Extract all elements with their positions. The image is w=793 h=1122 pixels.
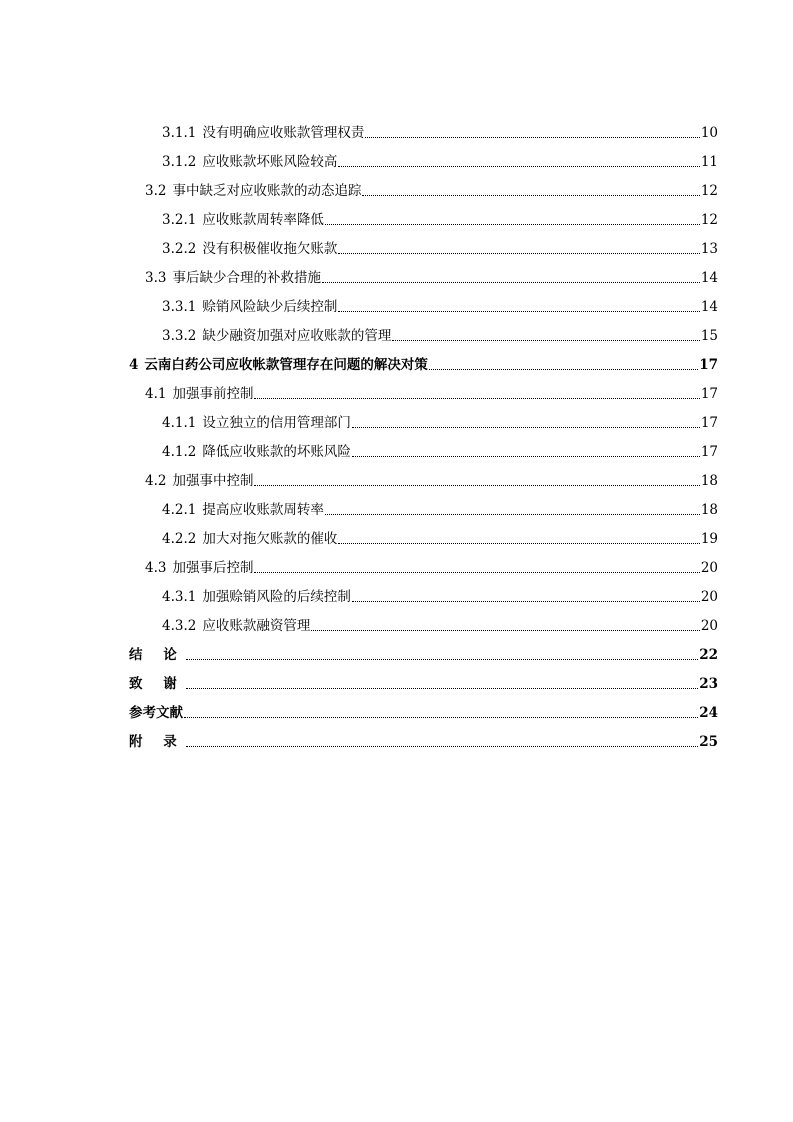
dot-leader xyxy=(392,340,699,341)
toc-entry-number: 3.3.2 xyxy=(162,328,197,344)
toc-entry-title: 提高应收账款周转率 xyxy=(202,502,324,518)
toc-entry-title: 加强赊销风险的后续控制 xyxy=(202,589,351,605)
toc-entry-page: 17 xyxy=(700,444,718,460)
toc-entry-page: 10 xyxy=(700,125,718,141)
toc-entry-page: 14 xyxy=(700,270,718,286)
toc-entry-number: 3.2 xyxy=(145,183,167,199)
toc-entry-page: 17 xyxy=(700,415,718,431)
dot-leader xyxy=(254,485,699,486)
toc-entry-page: 18 xyxy=(700,502,718,518)
toc-acknowledgements-entry[interactable] xyxy=(129,669,718,693)
toc-entry-number: 3.2.1 xyxy=(162,212,197,228)
dot-leader xyxy=(352,601,700,602)
toc-entry-number: 4.3.2 xyxy=(162,618,197,634)
toc-entry-page: 20 xyxy=(700,618,718,634)
toc-entry-title: 结 论 xyxy=(129,647,185,663)
toc-entry[interactable] xyxy=(145,263,718,287)
dot-leader xyxy=(186,688,699,689)
toc-entry-number: 3.1.2 xyxy=(162,154,197,170)
toc-entry[interactable] xyxy=(162,205,718,229)
dot-leader xyxy=(186,746,699,747)
toc-entry-page: 12 xyxy=(700,183,718,199)
toc-entry-page: 22 xyxy=(699,647,718,663)
toc-entry-page: 14 xyxy=(700,299,718,315)
toc-references-entry[interactable] xyxy=(129,698,718,722)
toc-entry-title: 附 录 xyxy=(129,734,185,750)
toc-entry[interactable] xyxy=(145,553,718,577)
dot-leader xyxy=(254,572,699,573)
toc-entry-number: 3.3.1 xyxy=(162,299,197,315)
toc-entry-number: 4.3 xyxy=(145,560,167,576)
toc-entry-title: 加强事前控制 xyxy=(172,386,254,402)
dot-leader xyxy=(338,543,699,544)
toc-entry-page: 20 xyxy=(700,589,718,605)
toc-entry-number: 4.2.2 xyxy=(162,531,197,547)
toc-entry-title: 赊销风险缺少后续控制 xyxy=(202,299,338,315)
toc-entry[interactable] xyxy=(162,437,718,461)
dot-leader xyxy=(325,514,700,515)
dot-leader xyxy=(186,659,699,660)
toc-conclusion-entry[interactable] xyxy=(129,640,718,664)
toc-entry[interactable] xyxy=(162,321,718,345)
toc-entry-number: 3.2.2 xyxy=(162,241,197,257)
toc-entry[interactable] xyxy=(162,524,718,548)
toc-entry-number: 4.1 xyxy=(145,386,167,402)
toc-entry-title: 缺少融资加强对应收账款的管理 xyxy=(202,328,392,344)
toc-entry[interactable] xyxy=(145,379,718,403)
toc-entry[interactable] xyxy=(162,118,718,142)
toc-entry-title: 没有积极催收拖欠账款 xyxy=(202,241,338,257)
dot-leader xyxy=(338,311,699,312)
toc-entry-title: 应收账款融资管理 xyxy=(202,618,311,634)
toc-entry-page: 18 xyxy=(700,473,718,489)
toc-entry-title: 事中缺乏对应收账款的动态追踪 xyxy=(172,183,362,199)
toc-entry-number: 4.1.1 xyxy=(162,415,197,431)
dot-leader xyxy=(352,427,700,428)
dot-leader xyxy=(325,224,700,225)
toc-entry-title: 事后缺少合理的补救措施 xyxy=(172,270,321,286)
toc-entry-title: 降低应收账款的坏账风险 xyxy=(202,444,351,460)
toc-entry-page: 20 xyxy=(700,560,718,576)
dot-leader xyxy=(338,253,699,254)
dot-leader xyxy=(352,456,700,457)
toc-entry[interactable] xyxy=(162,495,718,519)
toc-entry-title: 没有明确应收账款管理权责 xyxy=(202,125,365,141)
toc-chapter-entry[interactable] xyxy=(129,350,718,374)
toc-entry-title: 设立独立的信用管理部门 xyxy=(202,415,351,431)
toc-entry-title: 加强事后控制 xyxy=(172,560,254,576)
toc-entry-number: 4.1.2 xyxy=(162,444,197,460)
toc-entry-page: 24 xyxy=(699,705,718,721)
toc-entry-number: 4 xyxy=(129,357,139,373)
toc-entry-page: 15 xyxy=(700,328,718,344)
toc-entry-number: 3.1.1 xyxy=(162,125,197,141)
toc-entry[interactable] xyxy=(162,582,718,606)
toc-entry-page: 13 xyxy=(700,241,718,257)
toc-entry-number: 3.3 xyxy=(145,270,167,286)
toc-entry-title: 应收账款坏账风险较高 xyxy=(202,154,338,170)
toc-entry[interactable] xyxy=(162,611,718,635)
dot-leader xyxy=(184,717,698,718)
toc-entry-page: 23 xyxy=(699,676,718,692)
toc-entry[interactable] xyxy=(162,292,718,316)
toc-entry[interactable] xyxy=(145,176,718,200)
toc-entry-title: 参考文献 xyxy=(129,705,183,721)
toc-entry-number: 4.2 xyxy=(145,473,167,489)
toc-entry[interactable] xyxy=(162,408,718,432)
toc-entry-title: 致 谢 xyxy=(129,676,185,692)
toc-entry-title: 加大对拖欠账款的催收 xyxy=(202,531,338,547)
toc-entry[interactable] xyxy=(162,147,718,171)
toc-entry-number: 4.3.1 xyxy=(162,589,197,605)
dot-leader xyxy=(338,166,699,167)
toc-entry-title: 加强事中控制 xyxy=(172,473,254,489)
toc-entry-title: 云南白药公司应收帐款管理存在问题的解决对策 xyxy=(144,357,428,373)
toc-entry[interactable] xyxy=(162,234,718,258)
dot-leader xyxy=(311,630,699,631)
dot-leader xyxy=(322,282,700,283)
toc-appendix-entry[interactable] xyxy=(129,727,718,751)
dot-leader xyxy=(429,369,698,370)
dot-leader xyxy=(362,195,699,196)
toc-entry-page: 12 xyxy=(700,212,718,228)
toc-entry-page: 17 xyxy=(700,386,718,402)
toc-entry-page: 11 xyxy=(700,154,718,170)
toc-entry-page: 17 xyxy=(699,357,718,373)
dot-leader xyxy=(254,398,699,399)
toc-entry-title: 应收账款周转率降低 xyxy=(202,212,324,228)
toc-entry-number: 4.2.1 xyxy=(162,502,197,518)
toc-entry[interactable] xyxy=(145,466,718,490)
toc-entry-page: 19 xyxy=(700,531,718,547)
toc-entry-page: 25 xyxy=(699,734,718,750)
dot-leader xyxy=(365,137,699,138)
